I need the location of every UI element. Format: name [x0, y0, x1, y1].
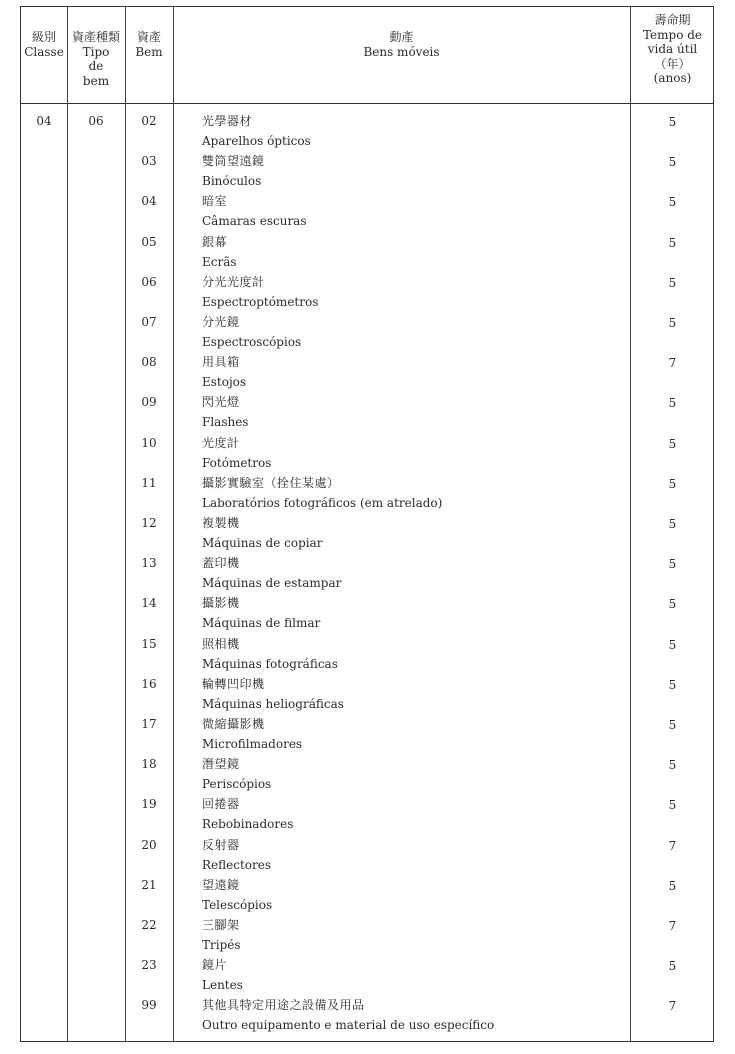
header-life [630, 7, 715, 109]
bem-code: 21 [141, 877, 157, 892]
life-years: 5 [668, 557, 677, 572]
item-name-zh: 光度計 [202, 435, 240, 450]
life-years: 7 [668, 999, 677, 1014]
life-years: 5 [668, 316, 677, 330]
bem-code: 19 [141, 797, 157, 812]
item-name-pt: Outro equipamento e material de uso específico [202, 1018, 495, 1033]
life-years: 5 [668, 718, 677, 732]
item-name-zh: 微縮攝影機 [202, 717, 265, 731]
header-classe-pt: Classe [24, 44, 64, 59]
bem-code: 08 [141, 355, 157, 370]
item-name-zh: 用具箱 [202, 355, 240, 370]
life-years: 5 [668, 476, 677, 491]
column-divider [173, 7, 174, 1041]
item-name-pt: Fotómetros [202, 455, 272, 470]
item-name-pt: Aparelhos ópticos [202, 134, 311, 148]
item-name-pt: Ecrãs [202, 254, 237, 269]
item-name-zh: 蓋印機 [202, 556, 240, 571]
life-years: 5 [668, 878, 677, 893]
header-life-unit-pt: (anos) [653, 71, 692, 85]
item-name-zh: 望遠鏡 [202, 877, 240, 892]
item-name-pt: Máquinas heliográficas [202, 696, 344, 711]
header-bens [173, 7, 630, 126]
life-years: 5 [668, 155, 677, 170]
bem-code: 13 [141, 556, 157, 571]
item-name-zh: 潛望鏡 [202, 757, 240, 772]
life-years: 5 [668, 115, 677, 129]
bem-code: 20 [141, 837, 157, 852]
item-name-pt: Microfilmadores [202, 737, 303, 751]
header-bens-zh: 動產 [389, 30, 414, 44]
header-classe [21, 7, 67, 126]
item-name-zh: 反射器 [202, 837, 240, 852]
bem-code: 10 [141, 435, 157, 450]
item-name-pt: Máquinas fotográficas [202, 656, 338, 671]
life-years: 5 [668, 275, 677, 290]
life-years: 7 [668, 356, 677, 371]
tipo-value: 06 [88, 114, 104, 128]
life-years: 5 [668, 798, 677, 813]
item-name-pt: Estojos [202, 375, 247, 390]
bem-code: 02 [141, 114, 157, 128]
header-bem [125, 7, 173, 126]
item-name-zh: 攝影實驗室（拴住某處） [202, 475, 340, 490]
life-years: 5 [668, 637, 677, 652]
item-name-pt: Periscópios [202, 777, 272, 792]
item-name-zh: 光學器材 [202, 114, 253, 128]
header-tipo-pt: Tipo de bem [82, 44, 110, 88]
bem-code: 12 [141, 516, 157, 530]
item-name-pt: Rebobinadores [202, 817, 294, 832]
life-years: 5 [668, 396, 677, 411]
item-name-pt: Flashes [202, 415, 249, 430]
classe-value: 04 [36, 114, 52, 128]
life-years: 5 [668, 597, 677, 612]
life-years: 5 [668, 959, 677, 974]
item-name-pt: Reflectores [202, 857, 272, 872]
item-name-zh: 雙筒望遠鏡 [202, 154, 265, 169]
life-years: 7 [668, 919, 677, 933]
header-classe-zh: 級別 [31, 30, 56, 44]
item-name-pt: Laboratórios fotográficos (em atrelado) [202, 495, 443, 510]
bem-code: 05 [141, 234, 157, 249]
header-bens-pt: Bens móveis [363, 44, 440, 59]
bem-code: 16 [141, 676, 157, 691]
life-years: 5 [668, 436, 677, 451]
life-years: 5 [668, 195, 677, 210]
item-name-pt: Máquinas de copiar [202, 536, 323, 550]
column-divider [67, 7, 68, 1041]
item-name-pt: Espectroscópios [202, 335, 302, 349]
item-name-pt: Lentes [202, 978, 243, 993]
life-years: 7 [668, 838, 677, 853]
item-name-pt: Câmaras escuras [202, 214, 307, 229]
bem-code: 06 [141, 274, 157, 289]
bem-code: 03 [141, 154, 157, 169]
item-name-zh: 其他具特定用途之設備及用品 [202, 998, 365, 1013]
life-years: 5 [668, 235, 677, 250]
life-years: 5 [668, 517, 677, 531]
item-name-zh: 照相機 [202, 636, 240, 651]
item-name-zh: 閃光燈 [202, 395, 240, 410]
bem-code: 07 [141, 315, 157, 329]
header-bem-zh: 資產 [136, 30, 161, 44]
item-name-pt: Binóculos [202, 174, 262, 189]
item-name-zh: 銀幕 [202, 234, 228, 249]
header-life-unit-zh: （年） [654, 56, 691, 71]
bem-code: 11 [141, 475, 157, 490]
life-years: 5 [668, 758, 677, 773]
header-bem-pt: Bem [135, 44, 163, 59]
item-name-pt: Espectroptómetros [202, 294, 319, 309]
item-name-zh: 分光鏡 [202, 315, 240, 329]
bem-code: 09 [141, 395, 157, 410]
item-name-pt: Máquinas de filmar [202, 616, 321, 631]
bem-code: 14 [141, 596, 157, 611]
bem-code: 17 [141, 717, 157, 731]
item-name-zh: 複製機 [202, 516, 240, 530]
bem-code: 22 [141, 918, 157, 932]
bem-code: 99 [141, 998, 157, 1013]
header-life-pt: Tempo de vida útil [642, 27, 703, 56]
bem-code: 23 [141, 958, 157, 973]
item-name-zh: 分光光度計 [202, 274, 265, 289]
item-name-zh: 三腳架 [202, 918, 240, 932]
bem-code: 04 [141, 194, 157, 209]
item-name-pt: Máquinas de estampar [202, 576, 342, 591]
header-tipo-zh: 資產種類 [71, 30, 120, 44]
item-name-zh: 輪轉凹印機 [202, 676, 265, 691]
item-name-zh: 攝影機 [202, 596, 240, 611]
asset-life-table [20, 6, 714, 1042]
item-name-zh: 暗室 [202, 194, 228, 209]
life-years: 5 [668, 677, 677, 692]
bem-code: 15 [141, 636, 157, 651]
header-tipo [67, 7, 125, 126]
item-name-zh: 鏡片 [202, 958, 228, 973]
item-name-pt: Tripés [202, 938, 241, 952]
item-name-pt: Telescópios [202, 897, 273, 912]
item-name-zh: 回捲器 [202, 797, 240, 812]
header-life-zh: 壽命期 [654, 13, 691, 27]
bem-code: 18 [141, 757, 157, 772]
